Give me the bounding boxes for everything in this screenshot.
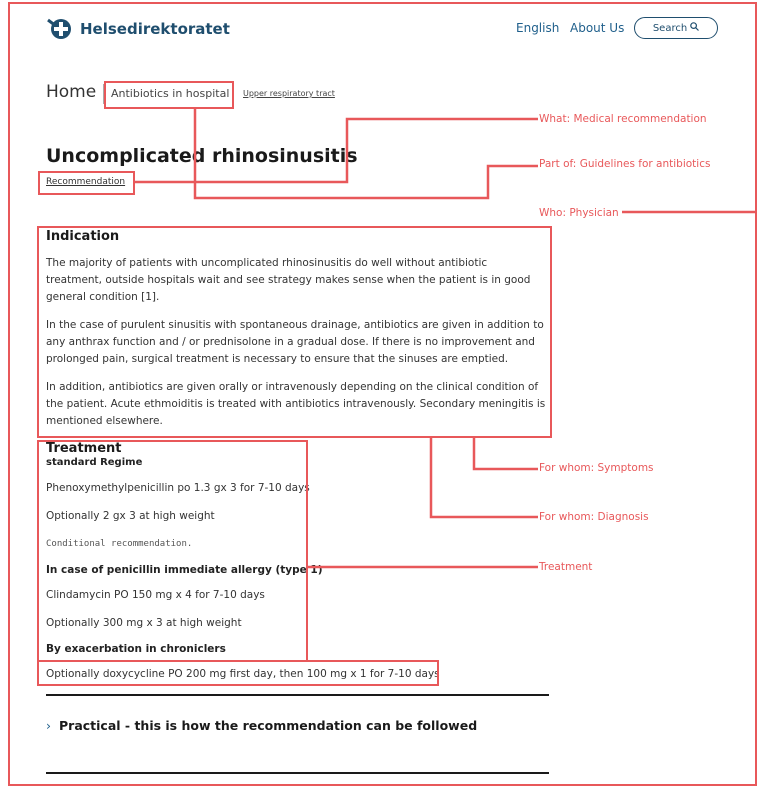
breadcrumb-home[interactable]: Home bbox=[46, 82, 97, 102]
conditional-recommendation: Conditional recommendation. bbox=[46, 539, 193, 549]
indication-paragraph: In addition, antibiotics are given orally or intravenously depending on the clinical condition of the patient. Acute ethmoiditis is treated with antibiotics intravenously. Secondary meningitis is mentioned elsewhere. bbox=[46, 381, 546, 427]
standard-regime-label: standard Regime bbox=[46, 457, 143, 468]
indication-paragraph: The majority of patients with uncomplicated rhinosinusitis do well without antibiotic treatment, outside hospitals wait and see strategy makes sense when the patient is in good general condition [1]. bbox=[46, 257, 531, 303]
indication-heading: Indication bbox=[46, 229, 120, 244]
annotation-part-of: Part of: Guidelines for antibiotics bbox=[539, 158, 711, 170]
annotation-treatment: Treatment bbox=[539, 561, 593, 573]
treatment-line: Optionally doxycycline PO 200 mg first day, then 100 mg x 1 for 7-10 days bbox=[46, 668, 440, 680]
page-title: Uncomplicated rhinosinusitis bbox=[46, 145, 358, 167]
treatment-line: Optionally 300 mg x 3 at high weight bbox=[46, 617, 242, 629]
nav-about-us[interactable]: About Us bbox=[570, 21, 625, 35]
treatment-line: Phenoxymethylpenicillin po 1.3 gx 3 for 7-10 days bbox=[46, 482, 310, 494]
breadcrumb-antibiotics-in-hospital[interactable]: Antibiotics in hospital bbox=[111, 87, 230, 100]
annotation-who: Who: Physician bbox=[539, 207, 619, 219]
recommendation-link[interactable]: Recommendation bbox=[46, 177, 126, 187]
breadcrumb-upper-respiratory-tract[interactable]: Upper respiratory tract bbox=[243, 89, 335, 98]
logo-text: Helsedirektoratet bbox=[80, 20, 230, 38]
annotation-what: What: Medical recommendation bbox=[539, 113, 707, 125]
annotation-symptoms: For whom: Symptoms bbox=[539, 462, 654, 474]
treatment-heading: Treatment bbox=[46, 441, 122, 456]
nav-english[interactable]: English bbox=[516, 21, 560, 35]
search-label: Search bbox=[652, 22, 688, 34]
treatment-line: Clindamycin PO 150 mg x 4 for 7-10 days bbox=[46, 589, 265, 601]
annotation-diagnosis: For whom: Diagnosis bbox=[539, 511, 649, 523]
exacerbation-label: By exacerbation in chroniclers bbox=[46, 643, 226, 655]
indication-paragraph: In the case of purulent sinusitis with spontaneous drainage, antibiotics are given in addition to any anthrax function and / or prednisolone in a gradual dose. If there is no improvement and prolonged pain, surgical treatment is necessary to ensure that the sinuses are emptied. bbox=[46, 319, 544, 365]
practical-label: Practical - this is how the recommendation can be followed bbox=[59, 718, 478, 733]
treatment-line: Optionally 2 gx 3 at high weight bbox=[46, 510, 215, 522]
allergy-label: In case of penicillin immediate allergy (type 1) bbox=[46, 564, 323, 576]
chevron-right-icon: › bbox=[46, 718, 51, 733]
